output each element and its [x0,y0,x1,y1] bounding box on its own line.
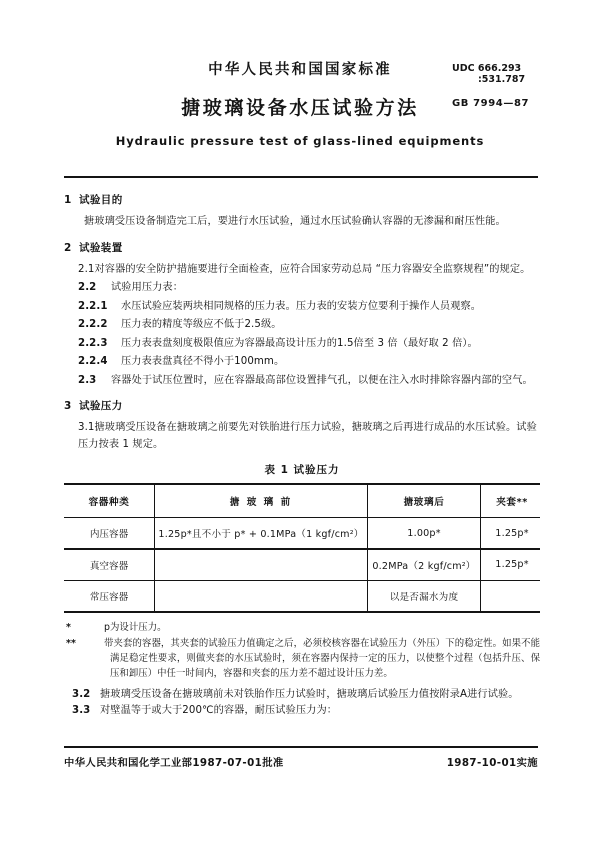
row-1-post-enamel: 1.00p* [368,518,481,548]
clause-3-3 [64,703,540,720]
clause-2-2-2-number: 2.2.2 [78,319,108,331]
clause-2-2-4-number: 2.2.4 [78,356,108,368]
udc-number-secondary: :531.787 [478,74,526,86]
row-2-post-enamel: 0.2MPa（2 kgf/cm²） [368,550,481,580]
row-1-kind: 内压容器 [89,529,129,541]
footnote-1-text: p为设计压力。 [104,621,167,633]
section-2-heading [64,240,540,255]
clause-2-2-4-text: 压力表表盘真径不得小于100mm。 [121,356,285,368]
table-row [64,550,543,580]
pressure-table-body-3 [64,581,543,611]
clause-2-3-text: 容器处于试压位置时，应在容器最高部位设置排气孔，以便在注入水时排除容器内部的空气。 [111,374,533,386]
page-title: 搪玻璃设备水压试验方法 [181,97,419,119]
clause-2-2-number: 2.2 [78,282,97,294]
document-body [64,192,540,720]
pressure-table-body-2 [64,550,543,580]
row-3-jacket [481,581,544,611]
clause-2-2-1-text: 水压试验应装两块相同规格的压力表。压力表的安装方位要利于操作人员观察。 [121,300,482,312]
row-2-pre-enamel [155,550,368,580]
section-2-title: 试验装置 [79,241,123,254]
row-3-post-enamel: 以是否漏水为度 [368,581,481,611]
clause-2-1-number: 2.1 [78,263,95,275]
section-2-number: 2 [64,241,72,254]
section-3-heading [64,398,540,413]
section-1-number: 1 [64,194,72,206]
row-2-jacket: 1.25p* [481,550,544,580]
footnote-2 [64,636,540,681]
english-subtitle: Hydraulic pressure test of glass-lined equipments [115,134,485,148]
clause-2-2-2-text: 压力表的精度等级应不低于2.5级。 [121,319,282,331]
udc-classification [452,63,525,85]
row-3-kind: 常压容器 [89,591,129,603]
section-1-title: 试验目的 [79,194,123,206]
table-header-kind: 容器种类 [88,497,130,509]
footnote-2-text: 带夹套的容器，其夹套的试验压力值确定之后，必须校核容器在试验压力（外压）下的稳定性。如果不能满足稳定性要求，则做夹套的水压试验时，须在容器内保持一定的压力，以使整个过程（包括升压、保压和卸压）中任一时间内，容器和夹套的压力差不超过设计压力差。 [104,637,540,679]
table-caption: 表 1 试验压力 [264,464,340,477]
standard-number: GB 7994—87 [452,98,530,109]
footer-divider [64,746,538,748]
row-1-jacket: 1.25p* [481,518,544,548]
clause-2-2-4 [64,354,540,371]
clause-2-3 [64,373,540,390]
clause-3-3-text: 对壁温等于或大于200℃的容器，耐压试验压力为： [100,705,338,717]
table-row [64,518,543,548]
udc-number-primary: 666.293 [477,63,522,74]
section-3-title: 试验压力 [79,400,123,413]
table-header-pre-enamel: 搪 玻 璃 前 [155,485,368,517]
table-border-bottom [64,611,540,613]
footnote-2-marker: ** [66,637,76,649]
clause-3-1-text: 搪玻璃受压设备在搪玻璃之前要先对铁胎进行压力试验，搪玻璃之后再进行成品的水压试验。试验压力按表 1 规定。 [78,422,537,450]
clause-2-2-3 [64,336,540,353]
clause-2-2-3-number: 2.2.3 [78,337,108,349]
header-divider [64,176,538,178]
clause-2-1-text: 对容器的安全防护措施要进行全面检查，应符合国家劳动总局 “压力容器安全监察规程”的规定。 [94,263,531,275]
row-1-pre-enamel: 1.25p*且不小于 p* + 0.1MPa（1 kgf/cm²） [155,518,368,548]
clause-2-2-1-number: 2.2.1 [78,300,108,312]
row-2-kind: 真空容器 [89,560,129,572]
footer-effective-date: 1987-10-01实施 [446,757,538,769]
clause-3-3-number: 3.3 [72,705,91,717]
table-header-post-enamel: 搪玻璃后 [368,485,481,517]
table-header-row [64,485,543,517]
clause-2-2-text: 试验用压力表： [111,282,184,294]
table-footnotes [64,620,540,681]
table-row [64,581,543,611]
page-footer [64,754,538,769]
pressure-table-wrap [64,483,540,613]
clause-3-2-number: 3.2 [72,688,91,700]
table-header-jacket: 夹套** [481,485,544,517]
clause-2-2-1 [64,299,540,316]
section-3-number: 3 [64,400,72,413]
clause-2-3-number: 2.3 [78,374,97,386]
clause-3-2 [64,687,540,704]
udc-label: UDC [452,63,475,74]
pressure-table [64,485,543,517]
clause-2-2-2 [64,317,540,334]
clause-3-1 [64,420,540,453]
footer-approval: 中华人民共和国化学工业部1987-07-01批准 [64,757,284,769]
section-1-heading [64,192,540,207]
national-standard-line: 中华人民共和国国家标准 [208,62,392,78]
clause-2-2-3-text: 压力表表盘刻度极限值应为容器最高设计压力的1.5倍至 3 倍（最好取 2 倍）。 [121,337,478,349]
pressure-table-body [64,518,543,548]
footnote-1 [64,620,540,635]
section-1-paragraph: 搪玻璃受压设备制造完工后，要进行水压试验，通过水压试验确认容器的无渗漏和耐压性能。 [84,216,506,227]
clause-2-2 [64,280,540,297]
clause-2-1 [64,262,540,279]
clause-3-1-number: 3.1 [78,422,95,434]
row-3-pre-enamel [155,581,368,611]
clause-3-2-text: 搪玻璃受压设备在搪玻璃前未对铁胎作压力试验时，搪玻璃后试验压力值按附录A进行试验。 [100,688,519,700]
footnote-1-marker: * [66,621,71,633]
